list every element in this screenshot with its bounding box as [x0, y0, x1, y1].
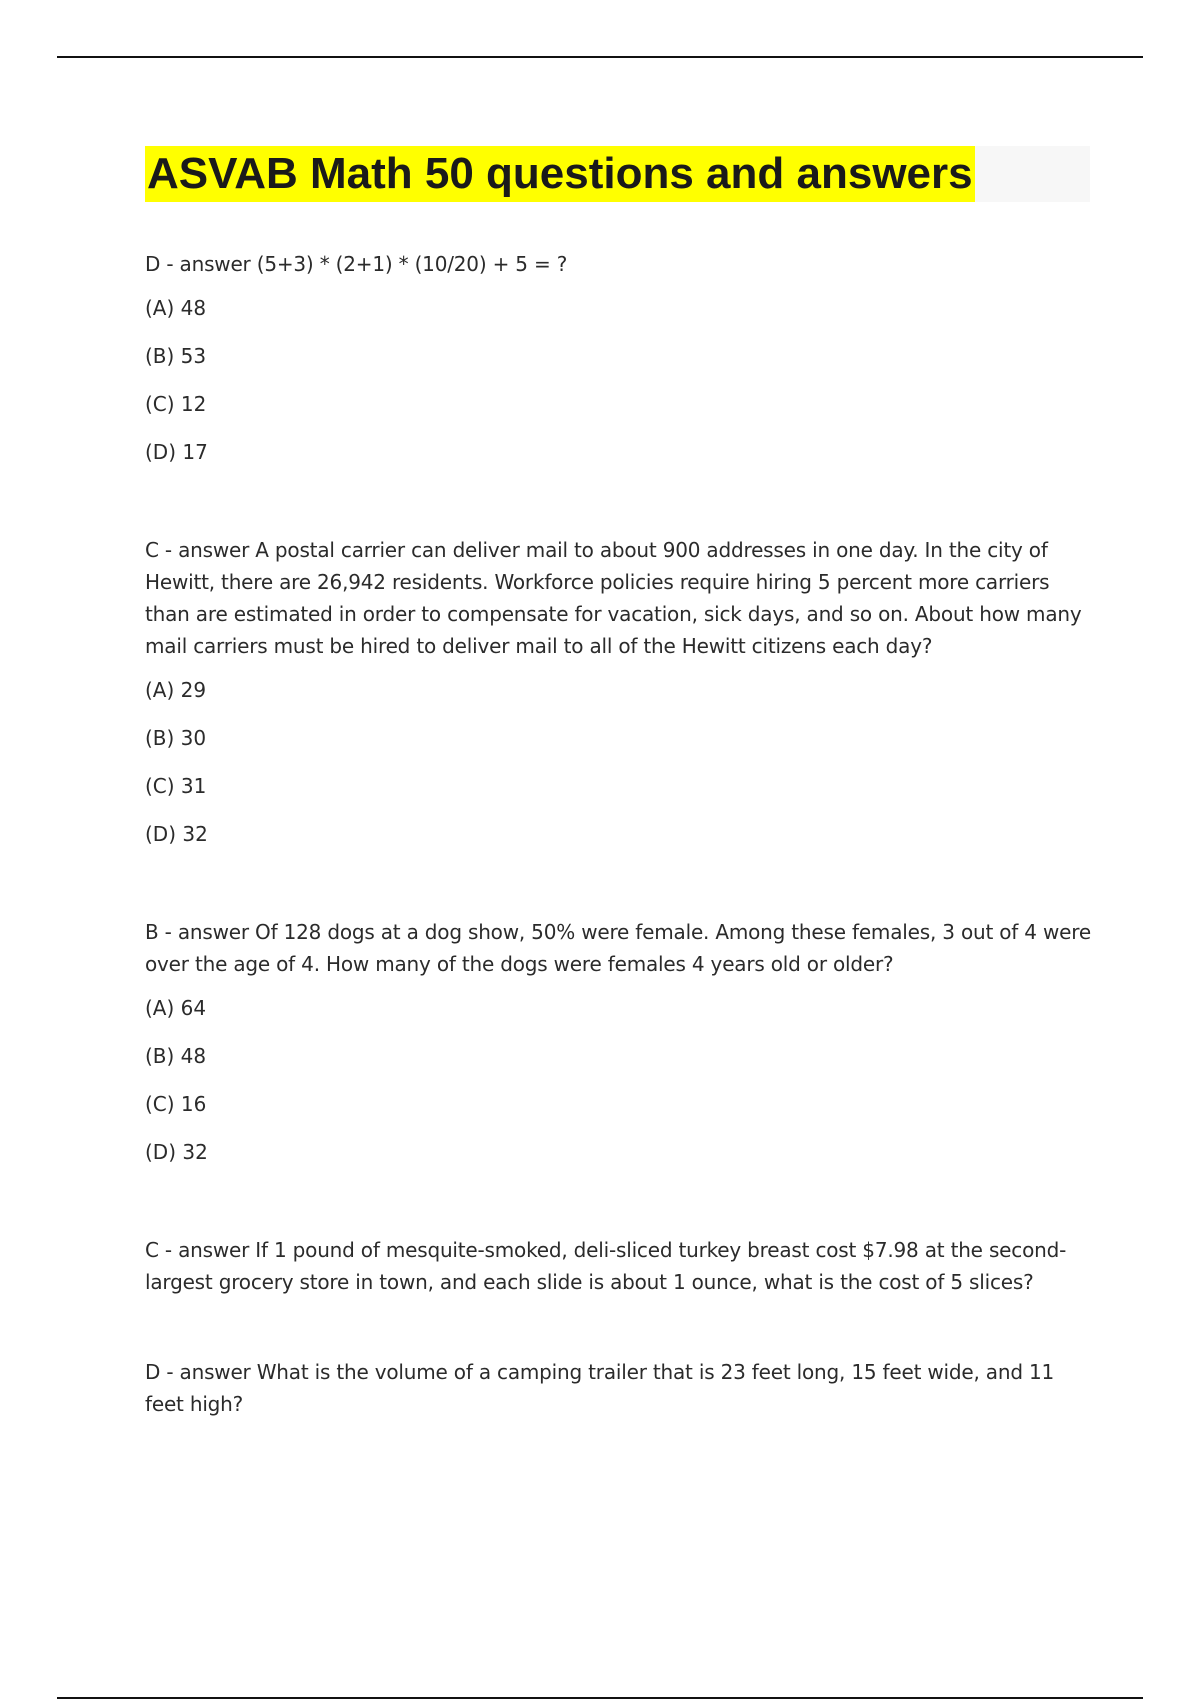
question-text: B - answer Of 128 dogs at a dog show, 50% were female. Among these females, 3 out of 4 were over the age of 4. How many of the dogs were females 4 years old or older? — [145, 920, 1091, 976]
answer-option: (B) 53 — [145, 344, 207, 368]
spacer — [145, 1186, 1095, 1234]
answer-option: (A) 48 — [145, 296, 207, 320]
question-text: C - answer A postal carrier can deliver mail to about 900 addresses in one day. In the city of Hewitt, there are 26,942 residents. Workforce policies require hiring 5 percent more carriers than are estimated in order to compensate for vacation, sick days, and so on. About how many mail carriers must be hired to deliver mail to all of the Hewitt citizens each day? — [145, 538, 1082, 658]
spacer — [145, 486, 1095, 534]
question-text: C - answer If 1 pound of mesquite-smoked, deli-sliced turkey breast cost $7.98 at the second-largest grocery store in town, and each slide is about 1 ounce, what is the cost of 5 slices? — [145, 1238, 1067, 1294]
question-block-3 — [145, 916, 1095, 1166]
answer-option: (B) 30 — [145, 726, 207, 750]
answer-option: (D) 32 — [145, 822, 208, 846]
answer-option: (D) 17 — [145, 440, 208, 464]
question-text: D - answer What is the volume of a camping trailer that is 23 feet long, 15 feet wide, and 11 feet high? — [145, 1360, 1055, 1416]
header-rule — [57, 56, 1143, 58]
spacer — [145, 868, 1095, 916]
answer-option: (C) 12 — [145, 392, 207, 416]
document-title: ASVAB Math 50 questions and answers — [145, 146, 975, 202]
document-body — [145, 248, 1095, 1434]
question-block-5 — [145, 1356, 1095, 1420]
question-text: D - answer (5+3) * (2+1) * (10/20) + 5 = ? — [145, 252, 568, 276]
answer-option: (D) 32 — [145, 1140, 208, 1164]
question-block-4 — [145, 1234, 1095, 1298]
answer-option: (B) 48 — [145, 1044, 207, 1068]
title-box — [145, 146, 1090, 202]
spacer — [145, 1312, 1095, 1356]
answer-option: (A) 64 — [145, 996, 207, 1020]
answer-option: (C) 16 — [145, 1092, 207, 1116]
footer-rule — [57, 1697, 1143, 1699]
answer-option: (C) 31 — [145, 774, 207, 798]
answer-option: (A) 29 — [145, 678, 207, 702]
question-block-2 — [145, 534, 1095, 848]
question-block-1 — [145, 248, 1095, 466]
